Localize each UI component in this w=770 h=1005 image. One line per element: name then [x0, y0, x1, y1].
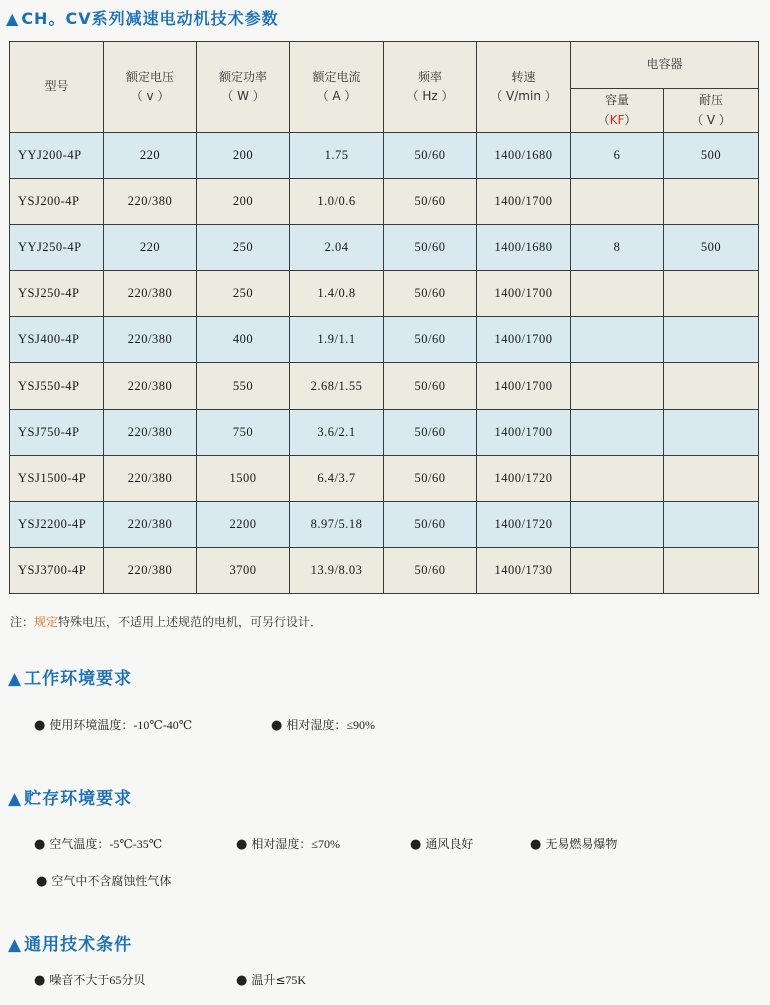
table-row: [10, 133, 759, 179]
cell-current: 1.9/1.1: [290, 317, 384, 363]
cell-current: 1.4/0.8: [290, 271, 384, 317]
header-capacity-unit-wrap: [571, 111, 663, 130]
noise-item: [34, 971, 145, 988]
cell-power: 250: [197, 225, 290, 271]
header-capacity-label: 容量: [604, 93, 629, 108]
table-row: [10, 363, 759, 409]
bullet-icon: ●: [236, 973, 248, 988]
cell-freq: 50/60: [384, 225, 477, 271]
cell-capacity: [571, 179, 664, 225]
cell-speed: 1400/1700: [477, 409, 571, 455]
cell-current: 2.68/1.55: [290, 363, 384, 409]
footnote-prefix: 注：: [10, 615, 35, 629]
cell-model: YSJ200-4P: [10, 179, 104, 225]
cell-voltage: 220: [104, 225, 197, 271]
storage-temp-label: 空气温度：: [49, 837, 110, 851]
header-voltage-label: 额定电压: [125, 69, 174, 84]
cell-power: 400: [197, 317, 290, 363]
cell-power: 750: [197, 409, 290, 455]
bullet-icon: ●: [34, 973, 46, 988]
cell-capacity: [571, 271, 664, 317]
cell-freq: 50/60: [384, 271, 477, 317]
header-capacity: [571, 89, 664, 133]
noise-value: 65分贝: [109, 973, 146, 987]
header-capacity-open: （: [597, 112, 610, 127]
cell-voltage: 220/380: [104, 501, 197, 547]
triangle-icon: ▲: [8, 669, 23, 689]
cell-voltage: 220/380: [104, 363, 197, 409]
header-capacitor: 电容器: [571, 42, 759, 89]
header-speed-label: 转速: [511, 69, 536, 84]
storage-flammable-item: [530, 835, 617, 852]
cell-voltage: 220/380: [104, 179, 197, 225]
header-capacity-unit: KF: [609, 112, 625, 127]
table-row: [10, 455, 759, 501]
cell-model: YSJ550-4P: [10, 363, 104, 409]
cell-withstand: [664, 363, 759, 409]
cell-capacity: [571, 547, 664, 593]
cell-freq: 50/60: [384, 501, 477, 547]
work-temp-value: -10℃-40℃: [133, 718, 193, 732]
cell-model: YYJ200-4P: [10, 133, 104, 179]
cell-speed: 1400/1730: [477, 547, 571, 593]
header-withstand-unit: （ V ）: [691, 112, 731, 127]
triangle-icon: ▲: [8, 935, 23, 955]
footnote-highlight: 规定: [34, 615, 59, 629]
cell-capacity: [571, 363, 664, 409]
cell-voltage: 220/380: [104, 409, 197, 455]
table-row: [10, 179, 759, 225]
cell-voltage: 220/380: [104, 271, 197, 317]
cell-voltage: 220/380: [104, 317, 197, 363]
cell-freq: 50/60: [384, 363, 477, 409]
bullet-icon: ●: [34, 718, 46, 733]
storage-temp-value: -5℃-35℃: [109, 837, 163, 851]
cell-withstand: 500: [664, 225, 759, 271]
cell-model: YSJ400-4P: [10, 317, 104, 363]
cell-current: 1.75: [290, 133, 384, 179]
table-row: [10, 317, 759, 363]
cell-current: 6.4/3.7: [290, 455, 384, 501]
table-row: [10, 547, 759, 593]
cell-freq: 50/60: [384, 455, 477, 501]
work-humidity-value: ≤90%: [346, 718, 375, 732]
cell-power: 550: [197, 363, 290, 409]
work-humidity-item: [271, 716, 375, 733]
header-withstand-label: 耐压: [699, 93, 724, 108]
storage-corrosive-text: 空气中不含腐蚀性气体: [51, 874, 172, 888]
storage-flammable-text: 无易燃易爆物: [545, 837, 618, 851]
cell-speed: 1400/1700: [477, 317, 571, 363]
header-current-unit: （ A ）: [316, 89, 357, 103]
cell-withstand: [664, 455, 759, 501]
page-title: [6, 6, 279, 29]
cell-freq: 50/60: [384, 409, 477, 455]
section-title-text: 通用技术条件: [24, 935, 133, 955]
cell-withstand: [664, 501, 759, 547]
header-power: [197, 42, 290, 133]
cell-capacity: 8: [571, 225, 664, 271]
bullet-icon: ●: [36, 874, 48, 889]
header-power-unit: （ W ）: [221, 89, 265, 103]
cell-power: 200: [197, 133, 290, 179]
section-title-text: 工作环境要求: [24, 669, 133, 689]
cell-current: 3.6/2.1: [290, 409, 384, 455]
bullet-icon: ●: [34, 837, 46, 852]
cell-power: 250: [197, 271, 290, 317]
header-current: [290, 42, 384, 133]
page-title-text: CH。CV系列减速电动机技术参数: [21, 9, 279, 28]
cell-withstand: [664, 271, 759, 317]
cell-withstand: [664, 179, 759, 225]
cell-model: YSJ3700-4P: [10, 547, 104, 593]
cell-withstand: [664, 409, 759, 455]
cell-withstand: [664, 547, 759, 593]
cell-freq: 50/60: [384, 317, 477, 363]
storage-ventilation-item: [410, 835, 473, 852]
cell-current: 2.04: [290, 225, 384, 271]
section-title-text: 贮存环境要求: [24, 789, 133, 809]
cell-capacity: [571, 409, 664, 455]
cell-speed: 1400/1700: [477, 179, 571, 225]
table-row: [10, 409, 759, 455]
cell-model: YYJ250-4P: [10, 225, 104, 271]
bullet-icon: ●: [530, 837, 542, 852]
header-voltage: [104, 42, 197, 133]
cell-model: YSJ2200-4P: [10, 501, 104, 547]
header-capacity-close: ）: [624, 112, 637, 127]
storage-humidity-value: ≤70%: [311, 837, 340, 851]
cell-model: YSJ750-4P: [10, 409, 104, 455]
cell-speed: 1400/1680: [477, 133, 571, 179]
header-freq-unit: （ Hz ）: [406, 89, 454, 103]
cell-power: 2200: [197, 501, 290, 547]
temp-rise-label: 温升≤: [251, 973, 286, 987]
triangle-icon: ▲: [8, 789, 23, 809]
table-row: [10, 501, 759, 547]
header-freq-label: 频率: [417, 69, 442, 84]
storage-temp-item: [34, 835, 162, 852]
table-row: [10, 225, 759, 271]
cell-capacity: 6: [571, 133, 664, 179]
section-title-general-tech: [8, 930, 132, 955]
storage-ventilation-text: 通风良好: [425, 837, 474, 851]
spec-table: [9, 41, 759, 594]
bullet-icon: ●: [271, 718, 283, 733]
header-speed: [477, 42, 571, 133]
cell-voltage: 220: [104, 133, 197, 179]
cell-voltage: 220/380: [104, 547, 197, 593]
header-speed-unit: （ V/min ）: [490, 89, 557, 103]
header-power-label: 额定功率: [218, 69, 267, 84]
cell-speed: 1400/1700: [477, 363, 571, 409]
cell-model: YSJ1500-4P: [10, 455, 104, 501]
cell-speed: 1400/1700: [477, 271, 571, 317]
storage-corrosive-item: [36, 872, 171, 889]
header-model: 型号: [10, 42, 104, 133]
work-temp-label: 使用环境温度：: [49, 718, 134, 732]
header-withstand: [664, 89, 759, 133]
temp-rise-value: 75K: [285, 973, 307, 987]
cell-withstand: [664, 317, 759, 363]
cell-speed: 1400/1680: [477, 225, 571, 271]
work-temp-item: [34, 716, 192, 733]
cell-power: 3700: [197, 547, 290, 593]
cell-capacity: [571, 455, 664, 501]
cell-freq: 50/60: [384, 179, 477, 225]
table-row: [10, 271, 759, 317]
temp-rise-item: [236, 971, 306, 988]
triangle-icon: ▲: [6, 9, 20, 28]
header-freq: [384, 42, 477, 133]
storage-humidity-item: [236, 835, 340, 852]
cell-power: 1500: [197, 455, 290, 501]
cell-current: 1.0/0.6: [290, 179, 384, 225]
section-title-storage-env: [8, 784, 132, 809]
cell-current: 13.9/8.03: [290, 547, 384, 593]
bullet-icon: ●: [410, 837, 422, 852]
storage-humidity-label: 相对湿度：: [251, 837, 312, 851]
cell-freq: 50/60: [384, 133, 477, 179]
cell-current: 8.97/5.18: [290, 501, 384, 547]
cell-capacity: [571, 501, 664, 547]
cell-withstand: 500: [664, 133, 759, 179]
footnote: [10, 613, 322, 630]
header-current-label: 额定电流: [312, 69, 361, 84]
bullet-icon: ●: [236, 837, 248, 852]
section-title-work-env: [8, 664, 132, 689]
cell-power: 200: [197, 179, 290, 225]
cell-capacity: [571, 317, 664, 363]
noise-label: 噪音不大于: [49, 973, 110, 987]
footnote-text: 特殊电压，不适用上述规范的电机，可另行设计．: [58, 615, 323, 629]
cell-model: YSJ250-4P: [10, 271, 104, 317]
work-humidity-label: 相对湿度：: [286, 718, 347, 732]
cell-speed: 1400/1720: [477, 455, 571, 501]
cell-speed: 1400/1720: [477, 501, 571, 547]
header-voltage-unit: （ v ）: [130, 89, 170, 103]
cell-voltage: 220/380: [104, 455, 197, 501]
cell-freq: 50/60: [384, 547, 477, 593]
